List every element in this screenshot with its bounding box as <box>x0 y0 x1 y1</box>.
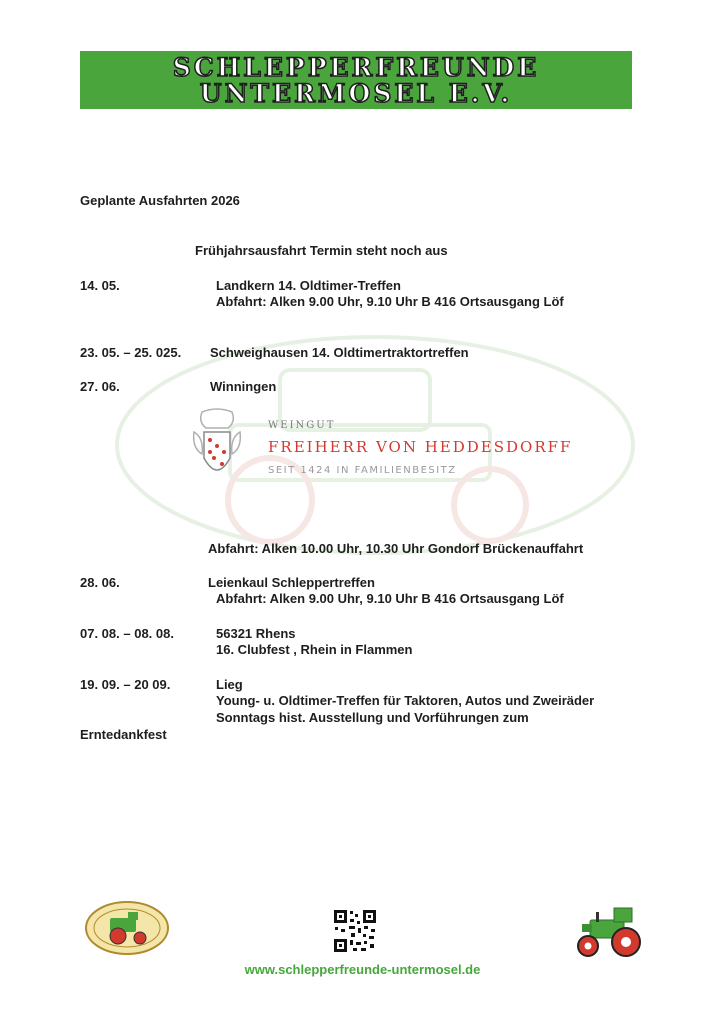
event-title: Leienkaul Schleppertreffen <box>208 575 375 590</box>
event-date: 14. 05. <box>80 278 120 293</box>
club-name-line1: SCHLEPPERFREUNDE <box>172 53 540 82</box>
coat-of-arms-icon <box>192 408 242 486</box>
event-title: Lieg <box>216 677 243 692</box>
event-detail: 16. Clubfest , Rhein in Flammen <box>216 642 413 657</box>
event-title: 56321 Rhens <box>216 626 296 641</box>
sponsor-name: FREIHERR VON HEDDESDORFF <box>268 438 573 456</box>
event-date: 23. 05. – 25. 025. <box>80 345 182 360</box>
event-detail: Young- u. Oldtimer-Treffen für Taktoren, Autos und Zweiräder <box>216 693 595 708</box>
event-date: 27. 06. <box>80 379 120 394</box>
qr-code-icon <box>333 909 377 953</box>
tractor-icon <box>568 902 652 960</box>
page-heading: Geplante Ausfahrten 2026 <box>80 193 240 208</box>
event-title: Schweighausen 14. Oldtimertraktortreffen <box>210 345 469 360</box>
club-emblem-icon <box>84 900 170 956</box>
sponsor-label: WEINGUT <box>268 420 336 431</box>
event-date: 28. 06. <box>80 575 120 590</box>
event-detail: Sonntags hist. Ausstellung und Vorführungen zum <box>216 710 529 725</box>
website-link[interactable]: www.schlepperfreunde-untermosel.de <box>244 962 481 977</box>
trailing-text: Erntedankfest <box>80 727 167 742</box>
event-date: 19. 09. – 20 09. <box>80 677 171 692</box>
club-name-line2: UNTERMOSEL E.V. <box>199 79 513 108</box>
sponsor-since: SEIT 1424 IN FAMILIENBESITZ <box>268 465 457 476</box>
event-date: 07. 08. – 08. 08. <box>80 626 174 641</box>
event-detail: Abfahrt: Alken 9.00 Uhr, 9.10 Uhr B 416 Ortsausgang Löf <box>216 294 564 309</box>
header-banner <box>80 51 632 109</box>
event-title: Landkern 14. Oldtimer-Treffen <box>216 278 401 293</box>
event-detail: Abfahrt: Alken 9.00 Uhr, 9.10 Uhr B 416 Ortsausgang Löf <box>216 591 564 606</box>
event-detail: Abfahrt: Alken 10.00 Uhr, 10.30 Uhr Gondorf Brückenauffahrt <box>208 541 584 556</box>
event-title: Winningen <box>210 379 277 394</box>
spring-note: Frühjahrsausfahrt Termin steht noch aus <box>195 243 448 258</box>
